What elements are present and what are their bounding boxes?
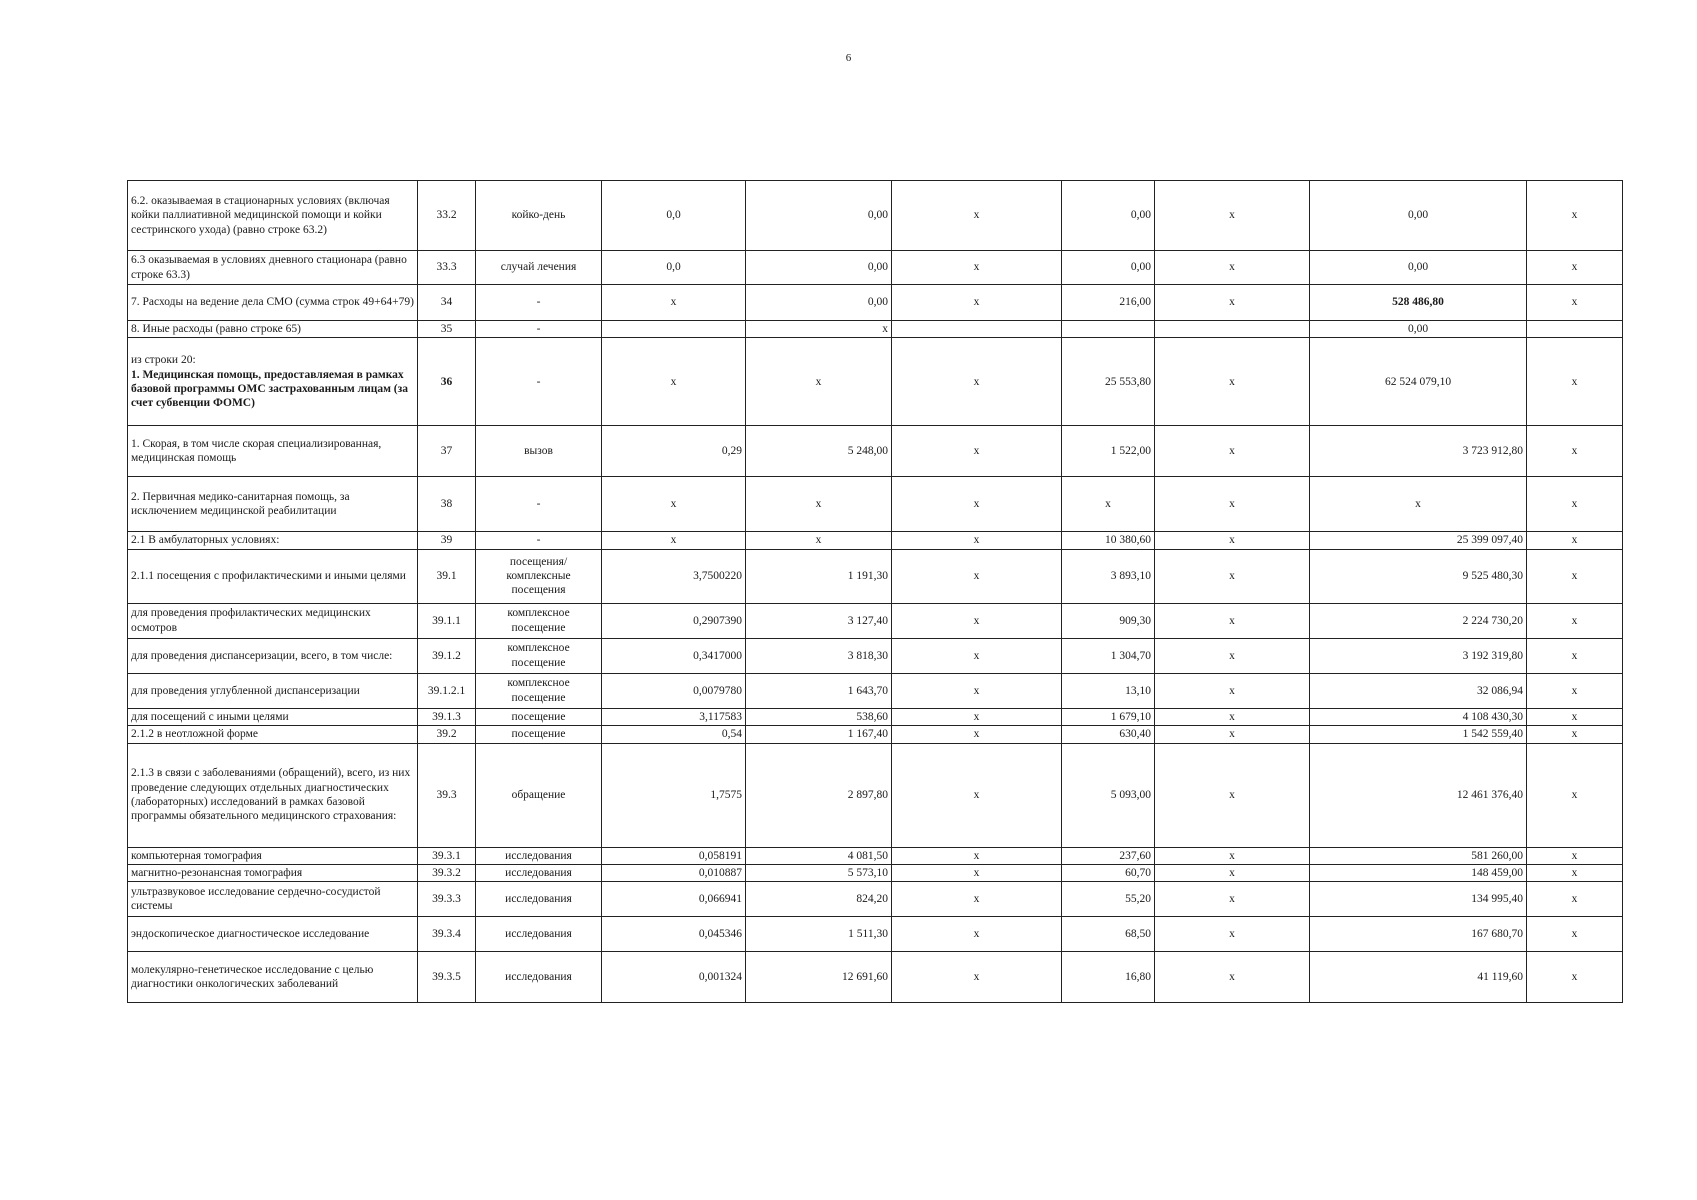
cell-c2: 1 167,40 xyxy=(746,726,892,743)
cell-code: 33.2 xyxy=(418,181,476,251)
cell-c2: 1 511,30 xyxy=(746,917,892,952)
cell-c2: 3 127,40 xyxy=(746,603,892,638)
cell-c7: x xyxy=(1527,338,1623,426)
cell-c1: x xyxy=(602,532,746,549)
cell-c2: 12 691,60 xyxy=(746,952,892,1003)
cell-name: 2.1 В амбулаторных условиях: xyxy=(128,532,418,549)
cell-name: 1. Скорая, в том числе скорая специализированная, медицинская помощь xyxy=(128,426,418,477)
cell-code: 39.3.2 xyxy=(418,864,476,881)
table-row xyxy=(128,338,1623,426)
cell-c5: x xyxy=(1155,864,1310,881)
cell-c2: 1 643,70 xyxy=(746,673,892,708)
cell-name: 2.1.3 в связи с заболеваниями (обращений), всего, из них проведение следующих отдельных диагностических (лабораторных) исследований в рамках базовой программы обязательного медицинского страхования: xyxy=(128,743,418,847)
cell-c6: 0,00 xyxy=(1310,321,1527,338)
cell-code: 39.2 xyxy=(418,726,476,743)
cell-c5: x xyxy=(1155,673,1310,708)
cell-c6: 3 723 912,80 xyxy=(1310,426,1527,477)
cell-c5: x xyxy=(1155,952,1310,1003)
cell-c7: x xyxy=(1527,426,1623,477)
cell-c1: 0,010887 xyxy=(602,864,746,881)
cell-unit: - xyxy=(476,477,602,532)
cell-c1: 0,058191 xyxy=(602,847,746,864)
cell-c6: 62 524 079,10 xyxy=(1310,338,1527,426)
cell-c5: x xyxy=(1155,549,1310,603)
cell-c4: 1 522,00 xyxy=(1062,426,1155,477)
section-prefix: из строки 20: xyxy=(131,354,196,367)
cell-c5: x xyxy=(1155,708,1310,725)
cell-unit: комплексное посещение xyxy=(476,673,602,708)
cell-c3: x xyxy=(892,847,1062,864)
cell-unit: обращение xyxy=(476,743,602,847)
cell-c5: x xyxy=(1155,603,1310,638)
cell-c4: 237,60 xyxy=(1062,847,1155,864)
cell-c7: x xyxy=(1527,743,1623,847)
cell-c5: x xyxy=(1155,285,1310,321)
table-row xyxy=(128,321,1623,338)
cell-c5: x xyxy=(1155,917,1310,952)
cell-c4: 1 304,70 xyxy=(1062,638,1155,673)
cell-c4: 10 380,60 xyxy=(1062,532,1155,549)
cell-c4: 0,00 xyxy=(1062,251,1155,285)
cell-code: 39.3.4 xyxy=(418,917,476,952)
cell-c6: 0,00 xyxy=(1310,251,1527,285)
cell-name: молекулярно-генетическое исследование с целью диагностики онкологических заболеваний xyxy=(128,952,418,1003)
cell-c3: x xyxy=(892,882,1062,917)
cell-c1: 0,0 xyxy=(602,181,746,251)
cell-c5: x xyxy=(1155,426,1310,477)
cell-c4: 25 553,80 xyxy=(1062,338,1155,426)
cell-unit: посещение xyxy=(476,708,602,725)
cell-unit: исследования xyxy=(476,864,602,881)
cell-c5: x xyxy=(1155,338,1310,426)
cell-c5: x xyxy=(1155,743,1310,847)
cell-c3: x xyxy=(892,426,1062,477)
table-row xyxy=(128,181,1623,251)
cell-c4 xyxy=(1062,321,1155,338)
cell-c6: x xyxy=(1310,477,1527,532)
cell-c5: x xyxy=(1155,726,1310,743)
cell-unit: койко-день xyxy=(476,181,602,251)
cell-c7: x xyxy=(1527,251,1623,285)
cell-name: 6.2. оказываемая в стационарных условиях (включая койки паллиативной медицинской помощи и койки сестринского ухода) (равно строке 63.2) xyxy=(128,181,418,251)
cell-c4: 1 679,10 xyxy=(1062,708,1155,725)
table-row xyxy=(128,708,1623,725)
cell-c3: x xyxy=(892,285,1062,321)
cell-name: для проведения диспансеризации, всего, в том числе: xyxy=(128,638,418,673)
cell-c2: 0,00 xyxy=(746,285,892,321)
cell-c7: x xyxy=(1527,917,1623,952)
cell-c3: x xyxy=(892,251,1062,285)
cell-c2: 4 081,50 xyxy=(746,847,892,864)
cell-c1: 0,001324 xyxy=(602,952,746,1003)
cell-c1: 1,7575 xyxy=(602,743,746,847)
cell-code: 39.3.5 xyxy=(418,952,476,1003)
cell-unit: посещение xyxy=(476,726,602,743)
cell-c2: 3 818,30 xyxy=(746,638,892,673)
cell-c4: x xyxy=(1062,477,1155,532)
cell-c3: x xyxy=(892,181,1062,251)
cell-name xyxy=(128,338,418,426)
cell-unit: - xyxy=(476,321,602,338)
cell-c5: x xyxy=(1155,847,1310,864)
cell-c2: x xyxy=(746,338,892,426)
cell-c6: 167 680,70 xyxy=(1310,917,1527,952)
cell-c3: x xyxy=(892,638,1062,673)
cell-c2: 5 573,10 xyxy=(746,864,892,881)
table-row xyxy=(128,743,1623,847)
cell-c7: x xyxy=(1527,708,1623,725)
cell-name: 2.1.2 в неотложной форме xyxy=(128,726,418,743)
cell-unit: исследования xyxy=(476,847,602,864)
cell-code: 39.3.3 xyxy=(418,882,476,917)
cell-c3: x xyxy=(892,917,1062,952)
cell-c6: 134 995,40 xyxy=(1310,882,1527,917)
cell-c1: 0,045346 xyxy=(602,917,746,952)
cell-code: 38 xyxy=(418,477,476,532)
cell-c1: x xyxy=(602,285,746,321)
cell-name: 2. Первичная медико-санитарная помощь, за исключением медицинской реабилитации xyxy=(128,477,418,532)
cell-c7: x xyxy=(1527,673,1623,708)
cell-name: для посещений с иными целями xyxy=(128,708,418,725)
cell-name: 2.1.1 посещения с профилактическими и иными целями xyxy=(128,549,418,603)
cell-c5: x xyxy=(1155,882,1310,917)
cell-c2: 2 897,80 xyxy=(746,743,892,847)
cell-c5 xyxy=(1155,321,1310,338)
cell-c4: 0,00 xyxy=(1062,181,1155,251)
cell-c7: x xyxy=(1527,477,1623,532)
cell-unit: - xyxy=(476,532,602,549)
table-row xyxy=(128,603,1623,638)
cell-c3: x xyxy=(892,726,1062,743)
cell-c6: 0,00 xyxy=(1310,181,1527,251)
cell-c5: x xyxy=(1155,251,1310,285)
cell-code: 37 xyxy=(418,426,476,477)
cell-c3: x xyxy=(892,743,1062,847)
table-row xyxy=(128,864,1623,881)
cell-code: 33.3 xyxy=(418,251,476,285)
cell-c5: x xyxy=(1155,638,1310,673)
cell-c3: x xyxy=(892,549,1062,603)
cell-c2: 1 191,30 xyxy=(746,549,892,603)
cell-c5: x xyxy=(1155,532,1310,549)
cell-name: 7. Расходы на ведение дела СМО (сумма строк 49+64+79) xyxy=(128,285,418,321)
cell-c6: 32 086,94 xyxy=(1310,673,1527,708)
cell-c2: 538,60 xyxy=(746,708,892,725)
cell-c2: 5 248,00 xyxy=(746,426,892,477)
table-row xyxy=(128,638,1623,673)
cell-c3: x xyxy=(892,673,1062,708)
cell-c7: x xyxy=(1527,549,1623,603)
cell-c4: 13,10 xyxy=(1062,673,1155,708)
table-row xyxy=(128,251,1623,285)
cell-name: 6.3 оказываемая в условиях дневного стационара (равно строке 63.3) xyxy=(128,251,418,285)
cell-name: для проведения профилактических медицинских осмотров xyxy=(128,603,418,638)
cell-c1: x xyxy=(602,477,746,532)
cell-code: 39.1.1 xyxy=(418,603,476,638)
table-row xyxy=(128,532,1623,549)
cell-c4: 630,40 xyxy=(1062,726,1155,743)
table-row xyxy=(128,477,1623,532)
cell-c7: x xyxy=(1527,285,1623,321)
cell-c5: x xyxy=(1155,477,1310,532)
cell-code: 39 xyxy=(418,532,476,549)
cell-c7: x xyxy=(1527,726,1623,743)
cell-c4: 5 093,00 xyxy=(1062,743,1155,847)
cell-c4: 16,80 xyxy=(1062,952,1155,1003)
cell-c2: x xyxy=(746,532,892,549)
cell-code: 34 xyxy=(418,285,476,321)
table-row xyxy=(128,847,1623,864)
cell-unit: посещения/комплексные посещения xyxy=(476,549,602,603)
cell-name: 8. Иные расходы (равно строке 65) xyxy=(128,321,418,338)
cell-c1: 0,54 xyxy=(602,726,746,743)
cell-c3: x xyxy=(892,708,1062,725)
cell-code: 36 xyxy=(418,338,476,426)
table-row xyxy=(128,285,1623,321)
cell-c7: x xyxy=(1527,638,1623,673)
cell-c4: 55,20 xyxy=(1062,882,1155,917)
cell-c1: 3,117583 xyxy=(602,708,746,725)
cell-c1: 0,3417000 xyxy=(602,638,746,673)
cell-unit: комплексное посещение xyxy=(476,603,602,638)
cell-c2: x xyxy=(746,477,892,532)
cell-c3 xyxy=(892,321,1062,338)
cell-c2: 824,20 xyxy=(746,882,892,917)
cell-code: 39.1.2.1 xyxy=(418,673,476,708)
cell-c6: 1 542 559,40 xyxy=(1310,726,1527,743)
cell-unit: исследования xyxy=(476,952,602,1003)
cell-c7 xyxy=(1527,321,1623,338)
cell-c1: 0,0079780 xyxy=(602,673,746,708)
cell-code: 39.1 xyxy=(418,549,476,603)
cell-c6: 2 224 730,20 xyxy=(1310,603,1527,638)
cell-c2: x xyxy=(746,321,892,338)
cell-c7: x xyxy=(1527,847,1623,864)
cell-name: компьютерная томография xyxy=(128,847,418,864)
cell-c1: 0,066941 xyxy=(602,882,746,917)
page-number: 6 xyxy=(845,52,852,64)
table-row xyxy=(128,549,1623,603)
cell-c7: x xyxy=(1527,181,1623,251)
cell-c7: x xyxy=(1527,532,1623,549)
cell-c7: x xyxy=(1527,603,1623,638)
cell-c5: x xyxy=(1155,181,1310,251)
cell-c4: 68,50 xyxy=(1062,917,1155,952)
cell-unit: вызов xyxy=(476,426,602,477)
cell-unit: комплексное посещение xyxy=(476,638,602,673)
cell-c4: 3 893,10 xyxy=(1062,549,1155,603)
cell-c7: x xyxy=(1527,864,1623,881)
cell-c4: 909,30 xyxy=(1062,603,1155,638)
cell-name: эндоскопическое диагностическое исследование xyxy=(128,917,418,952)
row-name: 1. Медицинская помощь, предоставляемая в рамках базовой программы ОМС застрахованным лицам (за счет субвенции ФОМС) xyxy=(131,368,408,410)
cell-name: магнитно-резонансная томография xyxy=(128,864,418,881)
cell-c7: x xyxy=(1527,952,1623,1003)
cell-c3: x xyxy=(892,864,1062,881)
cell-c6: 41 119,60 xyxy=(1310,952,1527,1003)
cell-unit: исследования xyxy=(476,882,602,917)
cell-c2: 0,00 xyxy=(746,251,892,285)
cell-c1: 0,29 xyxy=(602,426,746,477)
cell-code: 39.1.3 xyxy=(418,708,476,725)
table-row xyxy=(128,426,1623,477)
cell-c6: 12 461 376,40 xyxy=(1310,743,1527,847)
cell-c6: 528 486,80 xyxy=(1310,285,1527,321)
cell-c3: x xyxy=(892,338,1062,426)
cell-c1: x xyxy=(602,338,746,426)
table-row xyxy=(128,882,1623,917)
table-row xyxy=(128,917,1623,952)
cell-c1: 0,0 xyxy=(602,251,746,285)
cell-c3: x xyxy=(892,603,1062,638)
cell-c6: 3 192 319,80 xyxy=(1310,638,1527,673)
cell-c6: 4 108 430,30 xyxy=(1310,708,1527,725)
table-row xyxy=(128,952,1623,1003)
cell-c4: 60,70 xyxy=(1062,864,1155,881)
cell-c6: 148 459,00 xyxy=(1310,864,1527,881)
cell-c1: 0,2907390 xyxy=(602,603,746,638)
cell-c6: 25 399 097,40 xyxy=(1310,532,1527,549)
cell-c6: 9 525 480,30 xyxy=(1310,549,1527,603)
cell-code: 39.1.2 xyxy=(418,638,476,673)
cell-name: ультразвуковое исследование сердечно-сосудистой системы xyxy=(128,882,418,917)
cell-unit: - xyxy=(476,285,602,321)
cell-code: 39.3.1 xyxy=(418,847,476,864)
cell-c6: 581 260,00 xyxy=(1310,847,1527,864)
cell-unit: случай лечения xyxy=(476,251,602,285)
cell-c3: x xyxy=(892,532,1062,549)
cell-unit: исследования xyxy=(476,917,602,952)
table-row xyxy=(128,726,1623,743)
cell-c4: 216,00 xyxy=(1062,285,1155,321)
cell-c1: 3,7500220 xyxy=(602,549,746,603)
cell-c7: x xyxy=(1527,882,1623,917)
table-body xyxy=(128,181,1623,1003)
cell-code: 35 xyxy=(418,321,476,338)
cell-c3: x xyxy=(892,952,1062,1003)
cell-c2: 0,00 xyxy=(746,181,892,251)
cell-unit: - xyxy=(476,338,602,426)
cell-name: для проведения углубленной диспансеризации xyxy=(128,673,418,708)
cell-code: 39.3 xyxy=(418,743,476,847)
financing-table xyxy=(127,180,1623,1003)
table-row xyxy=(128,673,1623,708)
cell-c1 xyxy=(602,321,746,338)
cell-c3: x xyxy=(892,477,1062,532)
